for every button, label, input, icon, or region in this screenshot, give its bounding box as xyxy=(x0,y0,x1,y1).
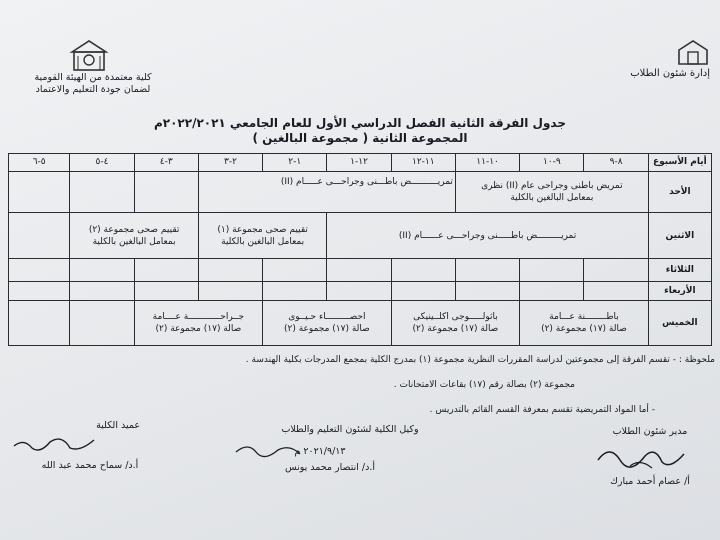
note-line: - أما المواد التمريضية تقسم بمعرفة القسم القائم بالتدريس . xyxy=(429,405,655,415)
handwritten-signature-icon xyxy=(10,432,100,454)
class-cell xyxy=(520,300,649,345)
signature-date: ٢٠٢١/٩/١٣ م xyxy=(294,446,346,457)
class-title: باطــــــــنة عـــامة xyxy=(549,311,619,322)
table-header-row xyxy=(9,154,712,172)
class-title: تقييم صحى مجموعة (٢) xyxy=(88,224,180,235)
class-cell xyxy=(327,212,648,258)
schedule-title: جدول الفرقة الثانية الفصل الدراسي الأول للعام الجامعي ٢٠٢٢/٢٠٢١م المجموعة الثانية ( مجموعة البالغين ) xyxy=(153,116,567,145)
class-title: احصـــــــــاء حـيــوى xyxy=(288,311,366,322)
accreditation-text: كلية معتمدة من الهيئة القومية لضمان جودة التعليم والاعتماد xyxy=(34,72,152,95)
class-title: جــراحــــــــــــة عــــامة xyxy=(152,311,245,322)
class-location: صالة (١٧) مجموعة (٢) xyxy=(284,323,370,334)
class-title: باثولـــــوجى اكلــينيكى xyxy=(413,311,498,322)
class-title: تمريــــــــــض باطـــنى وجراحـــى عـــــام (II) xyxy=(280,176,453,187)
notes-section xyxy=(120,354,715,429)
empty-cell xyxy=(9,171,70,212)
class-location: صالة (١٧) مجموعة (٢) xyxy=(155,323,242,334)
signature-title: وكيل الكلية لشئون التعليم والطلاب xyxy=(281,424,419,435)
class-cell xyxy=(198,212,327,258)
signature-title: عميد الكلية xyxy=(96,420,140,431)
table-row-thursday xyxy=(9,300,712,345)
empty-cell xyxy=(70,171,134,212)
university-logo-icon xyxy=(68,38,110,74)
class-cell xyxy=(455,171,648,212)
note-line: ملحوظة : - تقسم الفرقة إلى مجموعتين لدراسة المقررات النظرية مجموعة (١) بمدرج الكلية بمجمع المدرجات بكلية الهندسة . xyxy=(245,355,715,365)
schedule-table xyxy=(8,153,712,346)
time-slot: ١-٢ xyxy=(263,154,327,172)
time-slot: ٨-٩ xyxy=(584,154,648,172)
class-cell xyxy=(134,300,263,345)
class-title: تقييم صحى مجموعة (١) xyxy=(217,224,308,235)
table-row-monday xyxy=(9,212,712,258)
time-slot: ٢-٣ xyxy=(198,154,262,172)
time-slot: ١١-١٢ xyxy=(391,154,455,172)
day-label: الأحد xyxy=(648,171,711,212)
empty-cell xyxy=(134,171,198,212)
signature-title: مدير شئون الطلاب xyxy=(612,426,688,437)
empty-cell xyxy=(9,300,70,345)
day-label: الأربعاء xyxy=(648,281,711,300)
time-slot: ١٠-١١ xyxy=(455,154,519,172)
faculty-logo-icon xyxy=(676,38,710,68)
table-row-tuesday xyxy=(9,259,712,282)
empty-cell xyxy=(70,300,134,345)
time-slot: ٤-٥ xyxy=(70,154,134,172)
signature-student-affairs xyxy=(585,426,715,438)
class-cell xyxy=(198,171,455,212)
signature-vice-dean xyxy=(230,424,470,436)
class-cell xyxy=(263,300,392,345)
signature-name: أ.د/ انتصار محمد يونس xyxy=(284,462,376,473)
class-location: صالة (١٧) مجموعة (٢) xyxy=(412,323,499,334)
time-slot: ٣-٤ xyxy=(134,154,198,172)
class-title: تمريـــــــــض باطـــــنى وجراحـــى عــــــام (II) xyxy=(398,230,577,241)
day-label: الثلاثاء xyxy=(648,259,711,282)
signature-name: أ.د/ سماح محمد عبد الله xyxy=(41,460,139,471)
time-slot: ٥-٦ xyxy=(9,154,70,172)
student-affairs-label: إدارة شئون الطلاب xyxy=(630,68,710,79)
class-location: صالة (١٧) مجموعة (٢) xyxy=(541,323,627,334)
signature-name: أ/ عصام أحمد مبارك xyxy=(610,476,690,487)
table-row-sunday xyxy=(9,171,712,212)
class-cell xyxy=(391,300,520,345)
class-location: بمعامل البالغين بالكلية xyxy=(221,236,305,247)
class-cell xyxy=(70,212,199,258)
time-slot: ١٢-١ xyxy=(327,154,391,172)
days-header: أيام الأسبوع xyxy=(648,154,711,172)
class-location: بمعامل البالغين بالكلية xyxy=(92,236,176,247)
signature-dean xyxy=(30,420,140,432)
empty-cell xyxy=(9,212,70,258)
class-location: بمعامل البالغين بالكلية xyxy=(510,192,594,203)
table-row-wednesday xyxy=(9,281,712,300)
class-title: تمريض باطنى وجراحى عام (II) نظرى xyxy=(481,180,623,191)
note-line: مجموعة (٢) بصالة رقم (١٧) بقاعات الامتحانات . xyxy=(393,380,575,390)
time-slot: ٩-١٠ xyxy=(520,154,584,172)
day-label: الاثنين xyxy=(648,212,711,258)
day-label: الخميس xyxy=(648,300,711,345)
handwritten-signature-icon xyxy=(590,442,690,472)
